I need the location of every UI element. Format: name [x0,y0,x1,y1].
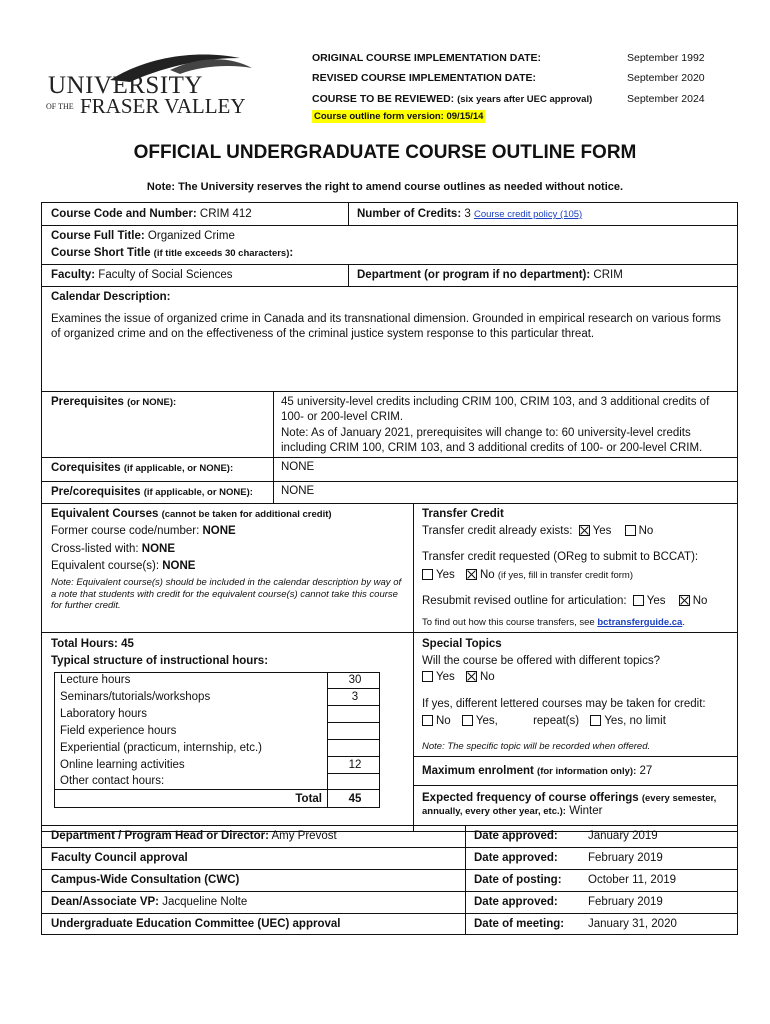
max-enrolment: Maximum enrolment (for information only): 27 [422,765,653,777]
calendar-label: Calendar Description: [51,291,171,303]
transfer-requested-no-checkbox[interactable] [466,569,477,580]
resubmit-no-checkbox[interactable] [679,595,690,606]
hours-row-value: 3 [351,691,359,703]
lettered-courses-options: No Yes, repeat(s) Yes, no limit [422,715,666,727]
lettered-no-checkbox[interactable] [422,715,433,726]
equivalent-heading: Equivalent Courses (cannot be taken for additional credit) [51,508,332,520]
page-title: OFFICIAL UNDERGRADUATE COURSE OUTLINE FORM [133,142,637,163]
transfer-requested-yes-checkbox[interactable] [422,569,433,580]
transfer-guide-info: To find out how this course transfers, see bctransferguide.ca. [422,617,685,628]
hours-row-label: Other contact hours: [60,775,165,787]
hours-total-value: 45 [348,793,362,805]
approval-faculty-council: Faculty Council approval [51,852,188,864]
lettered-courses-question: If yes, different lettered courses may be taken for credit: [422,698,706,710]
lettered-yes-checkbox[interactable] [462,715,473,726]
revised-date-value: September 2020 [627,72,705,84]
approval-date-label: Date approved: [474,896,558,908]
approval-date-value: January 2019 [588,830,658,842]
review-date-value: September 2024 [627,93,705,105]
hours-row-value [331,706,379,722]
special-topics-options: Yes No [422,671,495,683]
disclaimer-note: Note: The University reserves the right to amend course outlines as needed without notice. [146,181,624,193]
approval-dept-head: Department / Program Head or Director: Amy Prevost [51,830,337,842]
calendar-description: Examines the issue of organized crime in Canada and its transnational dimension. Grounded in empirical research on various forms of organized crime and on the effectiveness of the criminal justice system response to this particular threat. [51,313,721,340]
typical-structure-label: Typical structure of instructional hours: [51,655,269,667]
hours-row-value: 30 [348,674,362,686]
logo-fraser-valley: FRASER VALLEY [80,94,246,118]
coreq-label: Corequisites (if applicable, or NONE): [51,462,234,474]
hours-row-value: 12 [348,759,362,771]
precoreq-value: NONE [281,485,315,497]
precoreq-label: Pre/corequisites (if applicable, or NONE): [51,486,253,498]
transfer-requested-label: Transfer credit requested (OReg to submit to BCCAT): [422,551,699,563]
approval-cwc: Campus-Wide Consultation (CWC) [51,874,240,886]
course-code: Course Code and Number: CRIM 412 [51,208,252,220]
resubmit-articulation: Resubmit revised outline for articulation: Yes No [422,595,708,607]
coreq-value: NONE [281,461,315,473]
prereq-note: Note: As of January 2021, prerequisites will change to: 60 university-level credits including CRIM 100, CRIM 103, and 3 additional credits of 100- or 200-level CRIM. [281,427,703,454]
hours-row-label: Online learning activities [60,759,185,771]
special-topics-heading: Special Topics [422,638,502,650]
revised-date-label: REVISED COURSE IMPLEMENTATION DATE: [312,72,537,84]
prereq-text: 45 university-level credits including CRIM 100, CRIM 103, and 3 additional credits of 100- or 200-level CRIM. [281,396,710,423]
hours-total-label: Total [295,793,322,805]
prereq-label: Prerequisites (or NONE): [51,396,177,408]
approval-uec: Undergraduate Education Committee (UEC) approval [51,918,341,930]
approval-date-value: October 11, 2019 [588,874,677,886]
special-topics-note: Note: The specific topic will be recorded when offered. [422,741,651,752]
transfer-exists: Transfer credit already exists: Yes No [422,525,654,537]
hours-row-label: Seminars/tutorials/workshops [60,691,211,703]
special-topics-question: Will the course be offered with different topics? [422,655,661,667]
transfer-exists-no-checkbox[interactable] [625,525,636,536]
course-short-title: Course Short Title (if title exceeds 30 characters): [51,247,294,259]
original-date-label: ORIGINAL COURSE IMPLEMENTATION DATE: [312,52,542,64]
logo-university: UNIVERSITY [48,72,203,99]
equivalent-courses: Equivalent course(s): NONE [51,560,196,572]
department: Department (or program if no department): CRIM [357,269,623,281]
original-date-value: September 1992 [627,52,705,64]
bctransferguide-link[interactable]: bctransferguide.ca [597,617,683,628]
approval-date-label: Date approved: [474,852,558,864]
former-course: Former course code/number: NONE [51,525,236,537]
special-topics-no-checkbox[interactable] [466,671,477,682]
approval-dean: Dean/Associate VP: Jacqueline Nolte [51,896,248,908]
hours-row-label: Lecture hours [60,674,131,686]
approval-date-label: Date of posting: [474,874,562,886]
hours-row-label: Field experience hours [60,725,177,737]
hours-row-value [331,740,379,756]
lettered-no-limit-checkbox[interactable] [590,715,601,726]
transfer-exists-yes-checkbox[interactable] [579,525,590,536]
approval-date-label: Date approved: [474,830,558,842]
cross-listed: Cross-listed with: NONE [51,543,175,555]
special-topics-yes-checkbox[interactable] [422,671,433,682]
offering-frequency: Expected frequency of course offerings (every semester, annually, every other year, etc.): Winter [422,792,717,817]
hours-row-value [331,773,379,789]
ufv-logo [40,50,260,120]
course-full-title: Course Full Title: Organized Crime [51,230,235,242]
transfer-requested: Yes No (if yes, fill in transfer credit form) [422,569,633,581]
form-version: Course outline form version: 09/15/14 [314,111,484,122]
hours-row-label: Experiential (practicum, internship, etc.) [60,742,262,754]
credit-policy-link[interactable]: Course credit policy (105) [473,209,583,220]
approval-date-value: February 2019 [588,852,663,864]
approval-date-value: January 31, 2020 [588,918,677,930]
resubmit-yes-checkbox[interactable] [633,595,644,606]
transfer-heading: Transfer Credit [422,508,504,520]
equivalent-note: Note: Equivalent course(s) should be included in the calendar description by way of a note that students with credit for the equivalent course(s) cannot take this course for further credit. [51,577,402,611]
total-hours: Total Hours: 45 [51,638,134,650]
logo-of-the: OF THE [46,102,74,111]
credits: Number of Credits: 3 Course credit policy (105) [357,208,583,220]
approval-date-label: Date of meeting: [474,918,565,930]
hours-row-value [331,723,379,739]
faculty: Faculty: Faculty of Social Sciences [51,269,233,281]
review-date-label: COURSE TO BE REVIEWED: (six years after UEC approval) [312,93,593,105]
hours-row-label: Laboratory hours [60,708,147,720]
approval-date-value: February 2019 [588,896,663,908]
